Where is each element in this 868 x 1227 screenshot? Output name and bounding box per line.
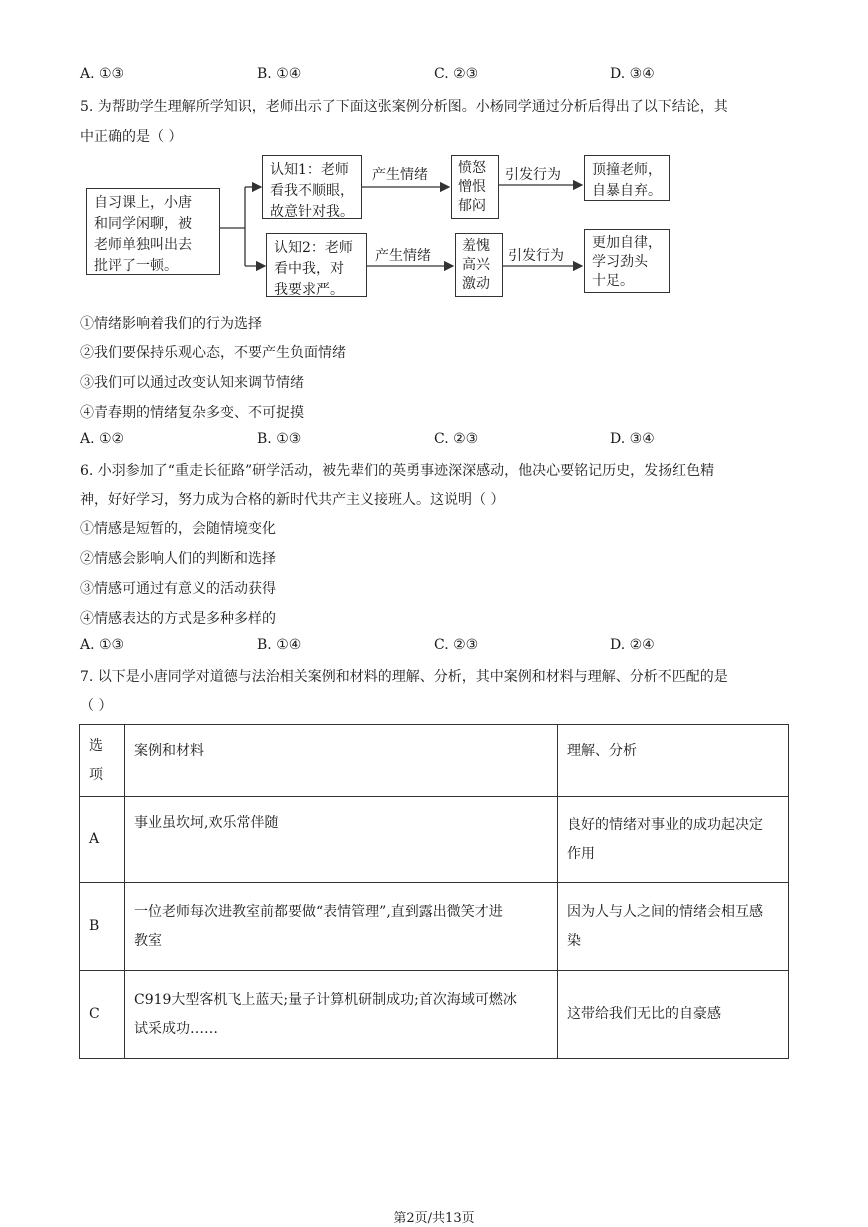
q7-case-table [79,724,789,1059]
q6-statement-1: ①情感是短暂的，会随情境变化 [80,521,276,537]
q5-diagram-behavior2-box: 更加自律， 学习劲头 十足。 [584,229,670,293]
q6-option-a: A. ①③ [80,637,125,653]
q5-option-c: C. ②③ [434,431,479,447]
q5-option-a: A. ①② [80,431,125,447]
q7-stem-line1: 7. 以下是小唐同学对道德与法治相关案例和材料的理解、分析，其中案例和材料与理解、分析不匹配的是 [80,669,728,685]
q5-diagram-source-box: 自习课上，小唐 和同学闲聊，被 老师单独叫出去 批评了一顿。 [86,188,220,275]
table-header-analysis: 理解、分析 [558,725,789,797]
table-row [80,883,789,971]
table-row [80,971,789,1059]
q6-statement-4: ④情感表达的方式是多种多样的 [80,611,276,627]
table-cell-case: C919大型客机飞上蓝天;量子计算机研制成功;首次海域可燃冰 试采成功…… [125,971,558,1059]
q4-option-c: C. ②③ [434,66,479,82]
q5-diagram-emotion1-box: 愤怒 憎恨 郁闷 [451,155,499,219]
q5-statement-3: ③我们可以通过改变认知来调节情绪 [80,375,304,391]
table-cell-option: B [80,883,125,971]
table-cell-option: C [80,971,125,1059]
q6-option-d: D. ②④ [610,637,655,653]
table-header-option: 选 项 [80,725,125,797]
table-cell-analysis: 这带给我们无比的自豪感 [558,971,789,1059]
q5-diagram-arrow-label-produce2: 产生情绪 [375,248,431,264]
q6-option-c: C. ②③ [434,637,479,653]
q5-option-b: B. ①③ [257,431,302,447]
q5-statement-4: ④青春期的情绪复杂多变、不可捉摸 [80,405,304,421]
table-row [80,797,789,883]
q5-stem-line2: 中正确的是（ ） [80,129,183,145]
table-cell-option: A [80,797,125,883]
q5-statement-1: ①情绪影响着我们的行为选择 [80,316,262,332]
table-cell-case: 事业虽坎坷,欢乐常伴随 [125,797,558,883]
q6-stem-line1: 6. 小羽参加了“重走长征路”研学活动，被先辈们的英勇事迹深深感动，他决心要铭记历史，发扬红色精 [80,463,715,479]
q5-diagram-arrow-label-produce1: 产生情绪 [372,167,428,183]
q4-option-a: A. ①③ [80,66,125,82]
q4-option-d: D. ③④ [610,66,655,82]
table-header-row [80,725,789,797]
q6-stem-line2: 神，好好学习，努力成为合格的新时代共产主义接班人。这说明（ ） [80,492,505,508]
q5-statement-2: ②我们要保持乐观心态，不要产生负面情绪 [80,345,346,361]
q6-option-b: B. ①④ [257,637,302,653]
page-footer: 第2页/共13页 [393,1211,475,1226]
q6-statement-3: ③情感可通过有意义的活动获得 [80,581,276,597]
q7-stem-line2: （ ） [80,698,113,714]
q4-option-b: B. ①④ [257,66,302,82]
table-cell-analysis: 因为人与人之间的情绪会相互感 染 [558,883,789,971]
q6-statement-2: ②情感会影响人们的判断和选择 [80,551,276,567]
q5-diagram-emotion2-box: 羞愧 高兴 激动 [455,233,503,297]
table-cell-case: 一位老师每次进教室前都要做“表情管理”,直到露出微笑才进 教室 [125,883,558,971]
table-header-case: 案例和材料 [125,725,558,797]
q5-diagram-behavior1-box: 顶撞老师， 自暴自弃。 [584,155,670,201]
q5-stem-line1: 5. 为帮助学生理解所学知识，老师出示了下面这张案例分析图。小杨同学通过分析后得出了以下结论，其 [80,99,728,115]
q5-option-d: D. ③④ [610,431,655,447]
table-cell-analysis: 良好的情绪对事业的成功起决定 作用 [558,797,789,883]
q5-diagram-arrow-label-trigger1: 引发行为 [505,167,561,183]
q5-diagram-cognition1-box: 认知1：老师 看我不顺眼， 故意针对我。 [262,155,362,219]
q5-diagram-cognition2-box: 认知2：老师 看中我，对 我要求严。 [266,233,367,297]
q5-diagram-arrow-label-trigger2: 引发行为 [508,248,564,264]
